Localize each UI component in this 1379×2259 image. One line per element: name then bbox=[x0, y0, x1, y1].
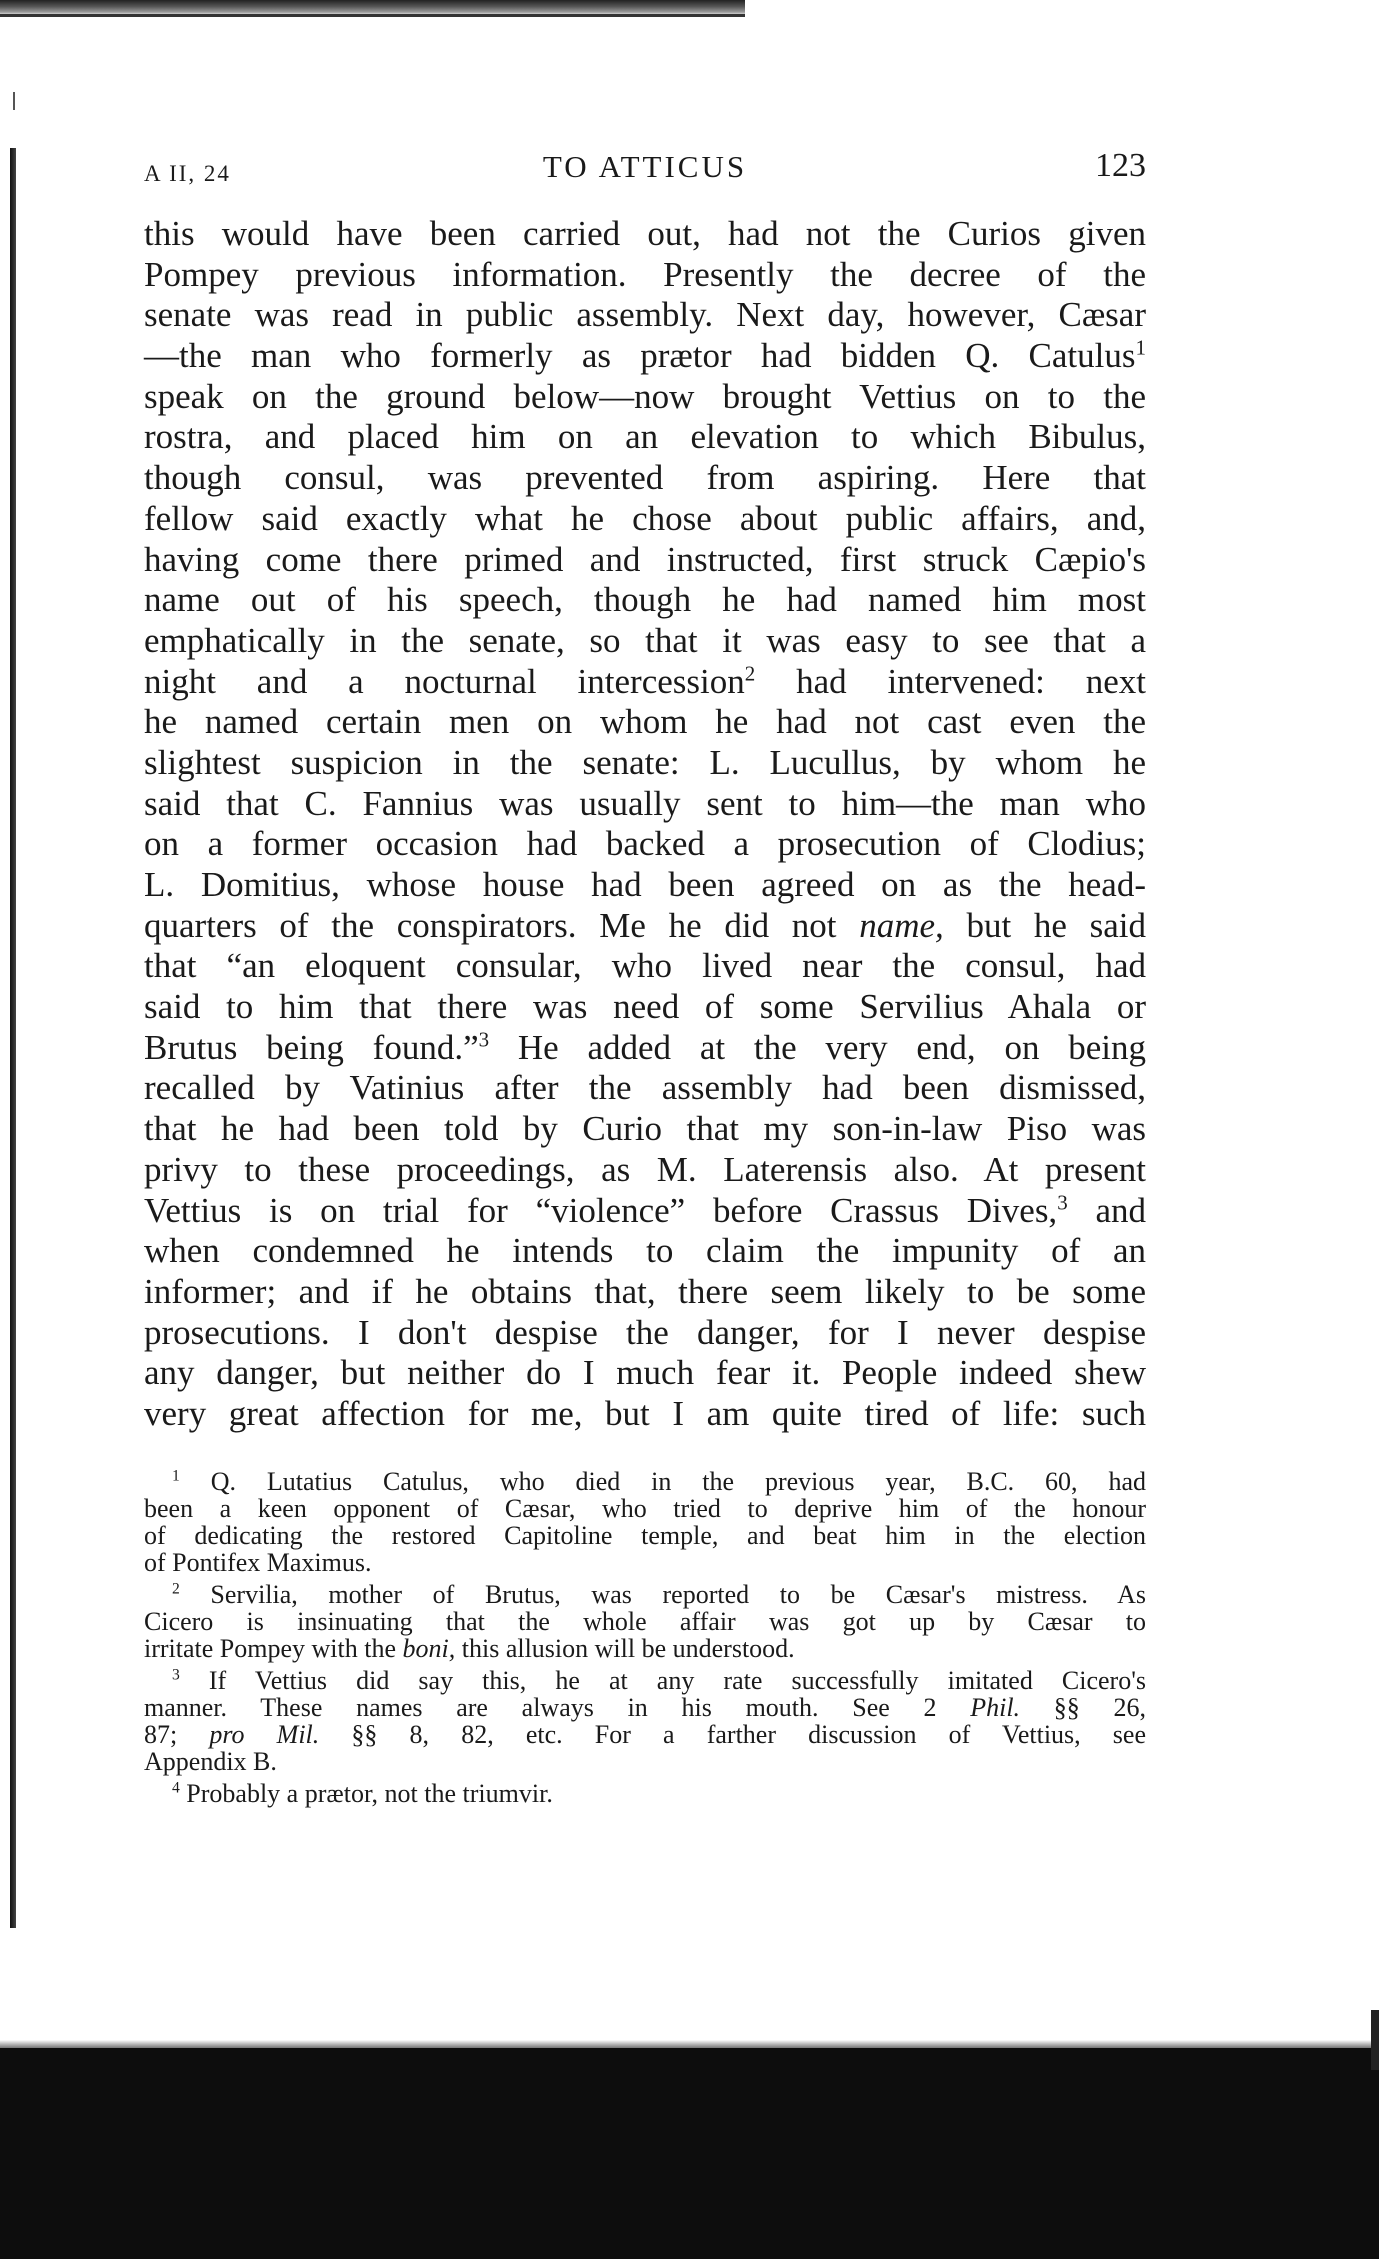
scan-edge-right bbox=[1371, 2010, 1379, 2070]
footnote-line: been a keen opponent of Cæsar, who tried to deprive him of the honour bbox=[144, 1494, 1146, 1523]
page-number: 123 bbox=[1095, 147, 1146, 184]
italic-word: boni, bbox=[402, 1634, 456, 1663]
body-line bbox=[144, 662, 1146, 703]
footnote-line: Cicero is insinuating that the whole affair was got up by Cæsar to bbox=[144, 1607, 1146, 1636]
footnote-marker: 3 bbox=[1057, 1189, 1068, 1214]
body-line: recalled by Vatinius after the assembly had been dismissed, bbox=[144, 1068, 1146, 1108]
body-line: senate was read in public assembly. Next day, however, Cæsar bbox=[144, 295, 1146, 335]
body-line bbox=[144, 336, 1146, 377]
footnote-text: §§ 8, 82, etc. For a farther discussion of Vettius, see bbox=[351, 1720, 1146, 1749]
footnote-text: §§ 26, bbox=[1053, 1693, 1146, 1722]
body-line: privy to these proceedings, as M. Laterensis also. At present bbox=[144, 1149, 1146, 1189]
body-line: he named certain men on whom he had not cast even the bbox=[144, 702, 1146, 742]
body-line: emphatically in the senate, so that it was easy to see that a bbox=[144, 620, 1146, 660]
footnote-marker: 3 bbox=[478, 1027, 490, 1052]
body-line: having come there primed and instructed, first struck Cæpio's bbox=[144, 539, 1146, 579]
footnote-line bbox=[144, 1635, 1146, 1662]
scan-mark-left bbox=[13, 92, 15, 110]
body-line: speak on the ground below—now brought Vettius on to the bbox=[144, 376, 1146, 416]
footnote-line bbox=[144, 1581, 1146, 1608]
footnotes bbox=[144, 1468, 1146, 1812]
footnote-3 bbox=[144, 1667, 1146, 1775]
body-line-text: Brutus being found.” bbox=[144, 1027, 479, 1067]
body-line: when condemned he intends to claim the impunity of an bbox=[144, 1231, 1146, 1271]
body-line-text: He added at the very end, on being bbox=[517, 1027, 1146, 1067]
body-line bbox=[144, 906, 1146, 947]
letter-reference: A II, 24 bbox=[144, 161, 231, 186]
footnote-marker: 1 bbox=[1135, 335, 1146, 360]
footnote-line: of dedicating the restored Capitoline temple, and beat him in the election bbox=[144, 1521, 1146, 1550]
footnote-text: Probably a prætor, not the triumvir. bbox=[186, 1779, 553, 1808]
footnote-text: irritate Pompey with the bbox=[144, 1634, 397, 1663]
footnote-text: Q. Lutatius Catulus, who died in the previous year, B.C. 60, had bbox=[210, 1467, 1146, 1496]
footnote-2 bbox=[144, 1581, 1146, 1662]
body-line: any danger, but neither do I much fear it. People indeed shew bbox=[144, 1353, 1146, 1393]
footnote-text: this allusion will be understood. bbox=[461, 1634, 795, 1663]
body-line: L. Domitius, whose house had been agreed on as the head- bbox=[144, 865, 1146, 904]
footnote-number: 1 bbox=[172, 1467, 180, 1485]
body-line: that “an eloquent consular, who lived near the consul, had bbox=[144, 946, 1146, 986]
body-line: very great affection for me, but I am quite tired of life: such bbox=[144, 1393, 1146, 1433]
body-line-text: had intervened: next bbox=[796, 661, 1146, 701]
footnote-line bbox=[144, 1694, 1146, 1721]
body-line: this would have been carried out, had not the Curios given bbox=[144, 214, 1146, 253]
body-line-text: quarters of the conspirators. Me he did not bbox=[144, 905, 837, 945]
scan-edge-top-line bbox=[0, 14, 745, 17]
body-line: prosecutions. I don't despise the danger, for I never despise bbox=[144, 1312, 1146, 1352]
footnote-1 bbox=[144, 1468, 1146, 1576]
body-line-text: night and a nocturnal intercession bbox=[144, 661, 745, 701]
footnote-text: 87; bbox=[144, 1720, 178, 1749]
body-line: said to him that there was need of some Servilius Ahala or bbox=[144, 987, 1146, 1027]
footnote-text: If Vettius did say this, he at any rate successfully imitated Cicero's bbox=[208, 1666, 1147, 1695]
running-title: TO ATTICUS bbox=[542, 149, 748, 184]
footnote-number: 2 bbox=[172, 1580, 180, 1598]
footnote-marker: 2 bbox=[744, 660, 756, 685]
body-line: on a former occasion had backed a prosecution of Clodius; bbox=[144, 824, 1146, 864]
footnote-line bbox=[144, 1721, 1146, 1748]
footnote-line: Appendix B. bbox=[144, 1747, 277, 1776]
body-line bbox=[144, 1191, 1146, 1232]
body-line: that he had been told by Curio that my son-in-law Piso was bbox=[144, 1109, 1146, 1149]
body-line: said that C. Fannius was usually sent to him—the man who bbox=[144, 783, 1146, 823]
footnote-line bbox=[144, 1468, 1146, 1495]
body-line-text: —the man who formerly as prætor had bidden Q. Catulus bbox=[144, 336, 1136, 376]
footnote-text: manner. These names are always in his mouth. See 2 bbox=[144, 1693, 937, 1722]
body-line: rostra, and placed him on an elevation to which Bibulus, bbox=[144, 417, 1146, 457]
footnote-line bbox=[144, 1780, 1146, 1807]
body-line: Pompey previous information. Presently the decree of the bbox=[144, 254, 1146, 294]
footnote-4 bbox=[144, 1780, 1146, 1807]
scan-edge-left bbox=[10, 148, 16, 1928]
italic-word: name, bbox=[859, 905, 944, 945]
running-header bbox=[144, 143, 1146, 193]
footnote-text: Servilia, mother of Brutus, was reported to be Cæsar's mistress. As bbox=[210, 1580, 1146, 1609]
body-line bbox=[144, 1028, 1146, 1069]
footnote-number: 3 bbox=[172, 1666, 180, 1684]
body-line: though consul, was prevented from aspiring. Here that bbox=[144, 458, 1146, 498]
footnote-line bbox=[144, 1667, 1146, 1694]
footnote-line: of Pontifex Maximus. bbox=[144, 1548, 372, 1577]
body-line: slightest suspicion in the senate: L. Lucullus, by whom he bbox=[144, 742, 1146, 782]
body-line: name out of his speech, though he had named him most bbox=[144, 580, 1146, 620]
italic-word: Phil. bbox=[970, 1693, 1021, 1722]
body-line-text: Vettius is on trial for “violence” before Crassus Dives, bbox=[144, 1190, 1058, 1230]
body-line-text: and bbox=[1095, 1190, 1147, 1230]
footnote-number: 4 bbox=[172, 1779, 180, 1797]
body-line-text: but he said bbox=[966, 905, 1147, 945]
italic-word: pro Mil. bbox=[209, 1720, 320, 1749]
body-line: fellow said exactly what he chose about public affairs, and, bbox=[144, 498, 1146, 538]
body-text bbox=[144, 214, 1146, 1435]
body-line: informer; and if he obtains that, there seem likely to be some bbox=[144, 1271, 1146, 1311]
scan-edge-bottom bbox=[0, 2048, 1379, 2259]
